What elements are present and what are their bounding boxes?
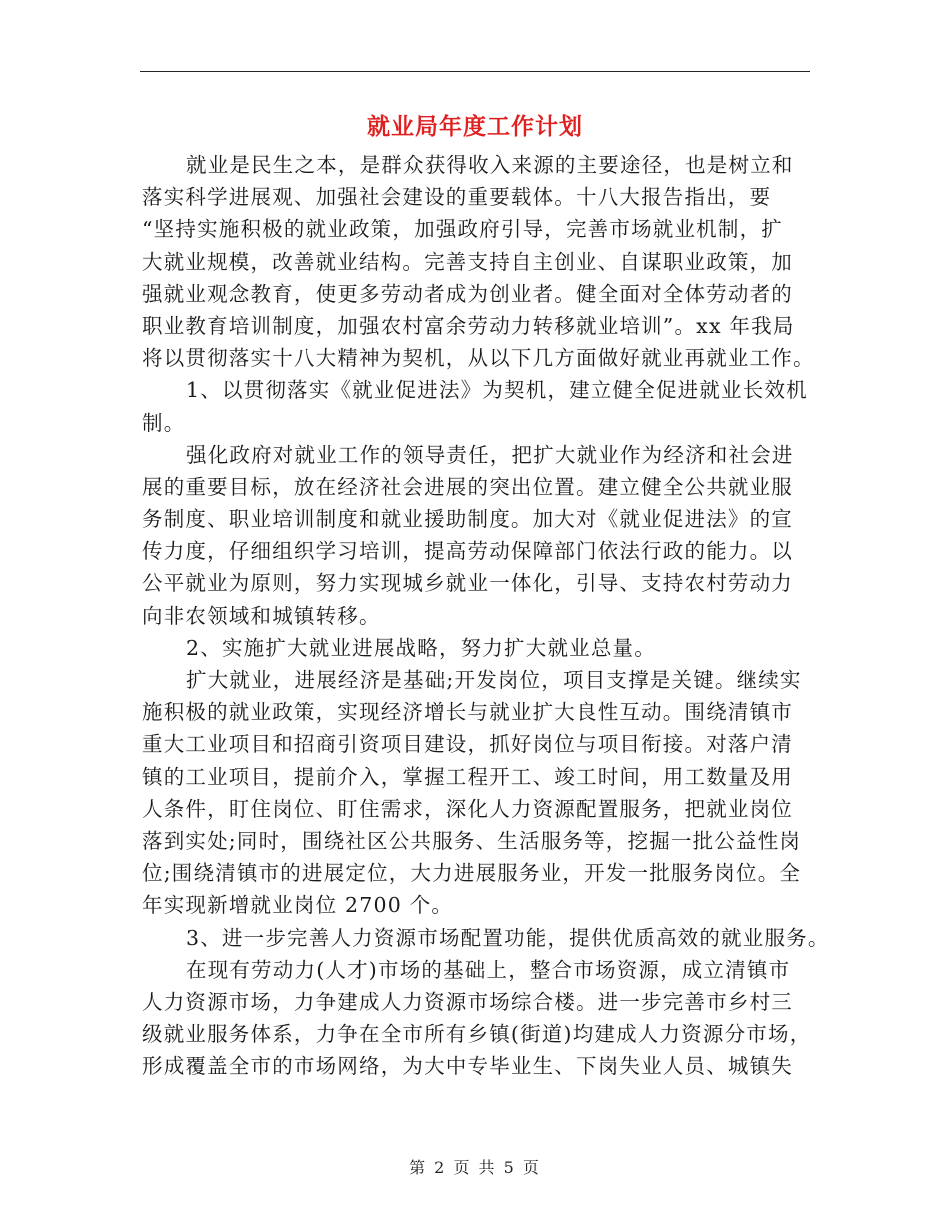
text-line: 将以贯彻落实十八大精神为契机，从以下几方面做好就业再就业工作。: [142, 346, 815, 371]
text-line: 人力资源市场，力争建成人力资源市场综合楼。进一步完善市乡村三: [142, 989, 793, 1014]
text-line: 年实现新增就业岗位 2700 个。: [142, 893, 454, 918]
text-line: 在现有劳动力(人才)市场的基础上，整合市场资源，成立清镇市: [186, 957, 791, 982]
text-line: 重大工业项目和招商引资项目建设，抓好岗位与项目衔接。对落户清: [142, 732, 793, 757]
text-line: 位;围绕清镇市的进展定位，大力进展服务业，开发一批服务岗位。全: [142, 861, 802, 886]
text-line: 强化政府对就业工作的领导责任，把扩大就业作为经济和社会进: [186, 442, 794, 467]
text-line: 扩大就业，进展经济是基础;开发岗位，项目支撑是关键。继续实: [186, 668, 802, 692]
text-line: 职业教育培训制度，加强农村富余劳动力转移就业培训”。xx 年我局: [142, 313, 795, 338]
text-line: 传力度，仔细组织学习培训，提高劳动保障部门依法行政的能力。以: [142, 539, 793, 564]
text-line: 落实科学进展观、加强社会建设的重要载体。十八大报告指出，要: [142, 185, 772, 210]
text-line: 就业是民生之本，是群众获得收入来源的主要途径，也是树立和: [186, 153, 794, 177]
text-line: 镇的工业项目，提前介入，掌握工程开工、竣工时间，用工数量及用: [142, 764, 793, 789]
text-line: 形成覆盖全市的市场网络，为大中专毕业生、下岗失业人员、城镇失: [142, 1054, 793, 1079]
text-line: 1、以贯彻落实《就业促进法》为契机，建立健全促进就业长效机: [186, 378, 808, 403]
header-rule: [140, 71, 810, 72]
document-body: [142, 149, 830, 1082]
text-line: 向非农领域和城镇转移。: [142, 603, 381, 628]
text-line: 人条件，盯住岗位、盯住需求，深化人力资源配置服务，把就业岗位: [142, 796, 793, 821]
text-line: 2、实施扩大就业进展战略，努力扩大就业总量。: [186, 635, 656, 660]
text-line: 制。: [142, 410, 186, 435]
text-line: 3、进一步完善人力资源市场配置功能，提供优质高效的就业服务。: [186, 925, 830, 950]
text-line: 公平就业为原则，努力实现城乡就业一体化，引导、支持农村劳动力: [142, 571, 793, 596]
page-number: 第 2 页 共 5 页: [409, 1158, 541, 1177]
document-title: 就业局年度工作计划: [367, 113, 583, 140]
text-line: 务制度、职业培训制度和就业援助制度。加大对《就业促进法》的宣: [142, 507, 793, 532]
text-line: 展的重要目标，放在经济社会进展的突出位置。建立健全公共就业服: [142, 474, 793, 499]
text-line: 大就业规模，改善就业结构。完善支持自主创业、自谋职业政策，加: [142, 249, 793, 274]
text-line: “坚持实施积极的就业政策，加强政府引导，完善市场就业机制，扩: [142, 217, 783, 242]
text-line: 强就业观念教育，使更多劳动者成为创业者。健全面对全体劳动者的: [142, 281, 793, 306]
text-line: 级就业服务体系，力争在全市所有乡镇(街道)均建成人力资源分市场，: [142, 1022, 812, 1047]
text-line: 施积极的就业政策，实现经济增长与就业扩大良性互动。围绕清镇市: [142, 700, 793, 725]
text-line: 落到实处;同时，围绕社区公共服务、生活服务等，挖掘一批公益性岗: [142, 828, 802, 853]
